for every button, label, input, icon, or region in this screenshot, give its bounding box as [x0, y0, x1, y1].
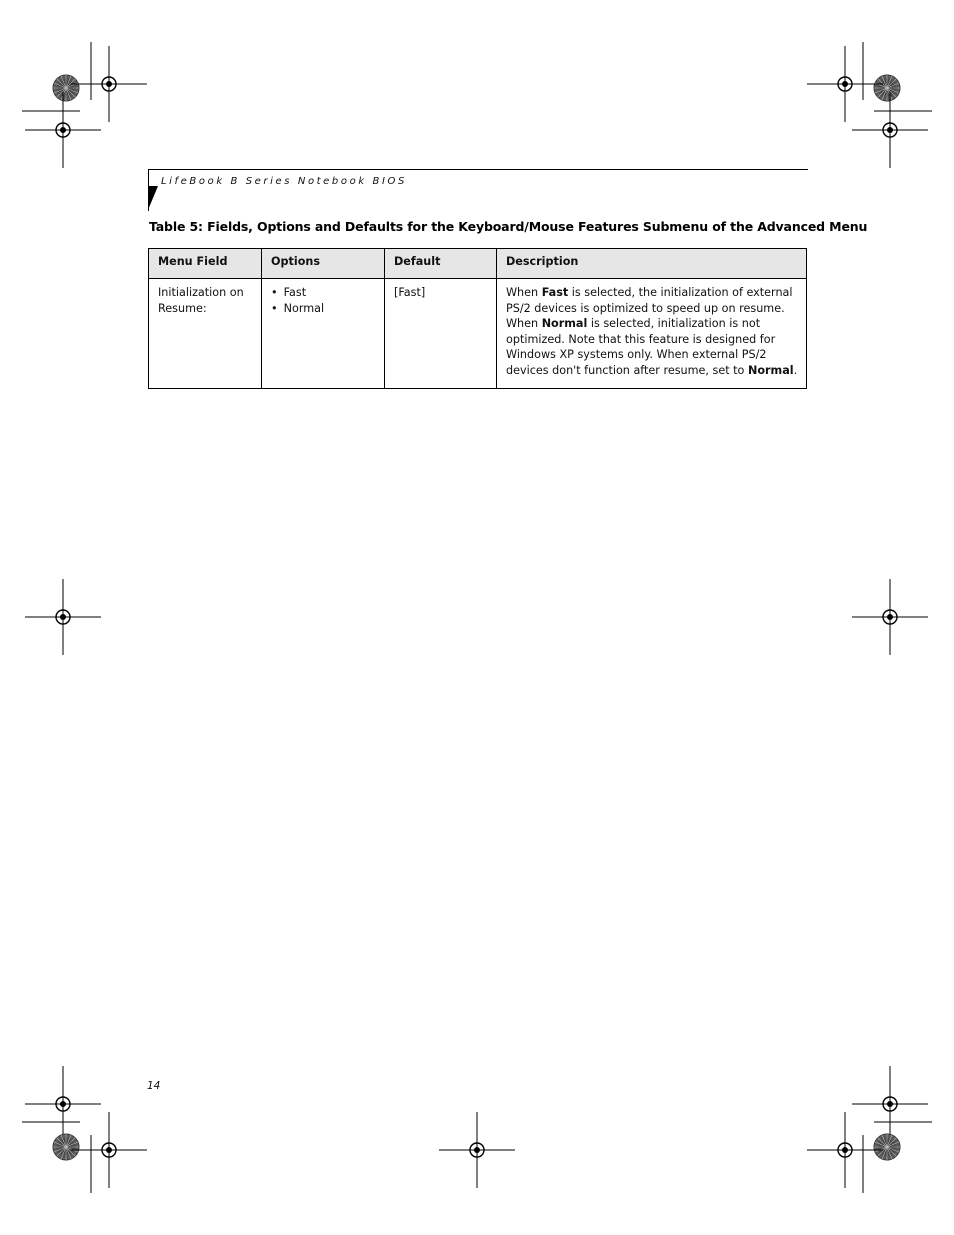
column-header-description: Description — [497, 249, 807, 279]
table-caption: Table 5: Fields, Options and Defaults for the Keyboard/Mouse Features Submenu of the Advanced Menu — [149, 219, 868, 234]
options-cell — [262, 279, 385, 389]
column-header-menu-field: Menu Field — [149, 249, 262, 279]
header-wedge-icon — [148, 186, 158, 210]
running-header-title: LifeBook B Series Notebook BIOS — [161, 176, 407, 187]
description-text: When — [506, 286, 542, 299]
description-text: is selected, the initialization of external PS/2 devices is optimized to speed up on resume. When — [506, 286, 793, 331]
bios-options-table — [148, 248, 807, 389]
page-number: 14 — [147, 1080, 161, 1092]
description-emphasis: Fast — [541, 286, 569, 299]
menu-field-cell: Initialization on Resume: — [149, 279, 262, 389]
default-cell: [Fast] — [385, 279, 497, 389]
table-row — [149, 279, 807, 389]
column-header-default: Default — [385, 249, 497, 279]
description-cell — [497, 279, 807, 389]
column-header-options: Options — [262, 249, 385, 279]
options-list — [271, 285, 376, 316]
description-text: is selected, initialization is not optimized. Note that this feature is designed for Windows XP systems only. When external PS/2 devices don't function after resume, set to — [506, 317, 776, 377]
option-item: • Fast — [271, 285, 376, 301]
table-header-row — [149, 249, 807, 279]
description-text: . — [793, 363, 798, 377]
option-item: • Normal — [271, 301, 376, 317]
description-emphasis: Normal — [541, 317, 588, 331]
description-emphasis: Normal — [747, 363, 794, 377]
header-rule — [148, 169, 808, 170]
